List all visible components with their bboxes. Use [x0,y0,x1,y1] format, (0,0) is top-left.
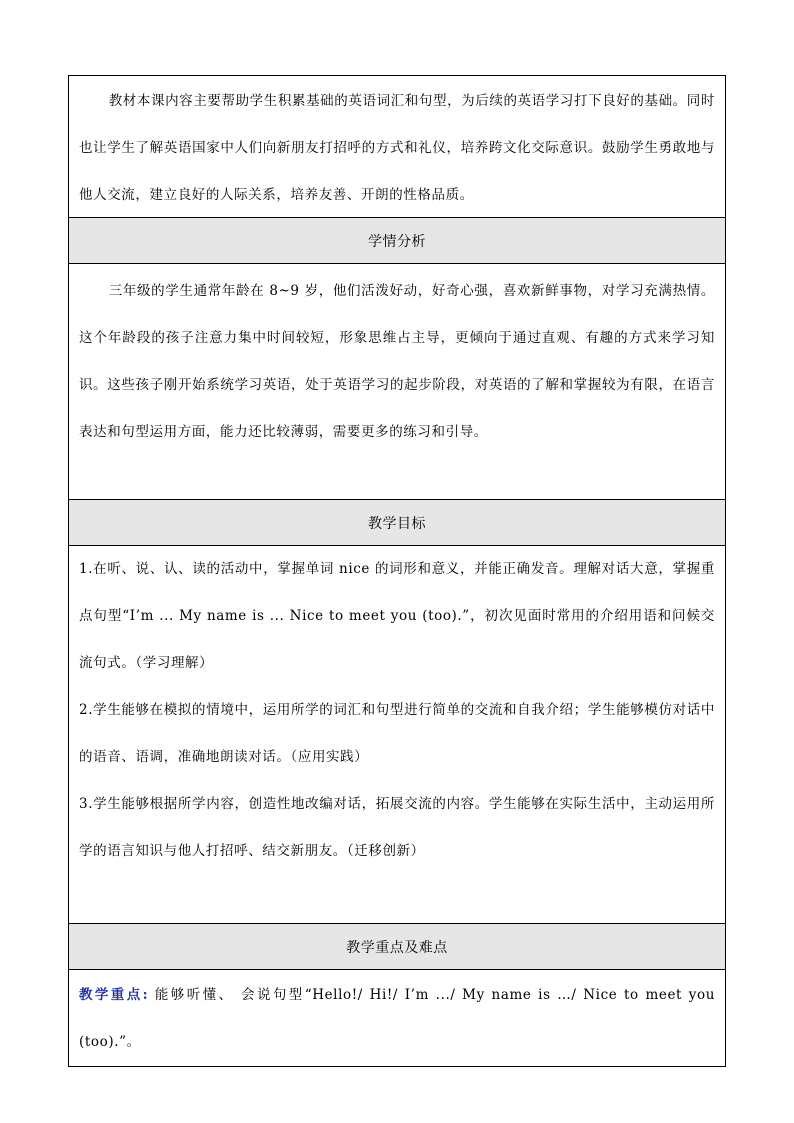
focus-section [69,970,725,1066]
analysis-section [69,264,725,500]
focus-label: 教学重点: [79,987,149,1003]
goals-section [69,546,725,924]
intro-paragraph: 教材本课内容主要帮助学生积累基础的英语词汇和句型，为后续的英语学习打下良好的基础。同时也让学生了解英语国家中人们向新朋友打招呼的方式和礼仪，培养跨文化交际意识。鼓励学生勇敢地与他人交流，建立良好的人际关系，培养友善、开朗的性格品质。 [79,93,715,203]
lesson-plan-table [68,75,726,1067]
goal-item-2: 2.学生能够在模拟的情境中，运用所学的词汇和句型进行简单的交流和自我介绍；学生能够模仿对话中的语音、语调，准确地朗读对话。（应用实践） [79,702,715,765]
focus-paragraph [79,972,715,1066]
goal-item-3: 3.学生能够根据所学内容，创造性地改编对话，拓展交流的内容。学生能够在实际生活中，主动运用所学的语言知识与他人打招呼、结交新朋友。（迁移创新） [79,796,715,859]
goals-heading: 教学目标 [69,500,725,546]
focus-heading: 教学重点及难点 [69,924,725,970]
intro-section [69,76,725,218]
focus-text: 能够听懂、 会说句型“Hello!/ Hi!/ I’m .../ My name is …/ Nice to meet you (too).”。 [79,987,716,1050]
analysis-heading: 学情分析 [69,218,725,264]
analysis-paragraph: 三年级的学生通常年龄在 8~9 岁，他们活泼好动，好奇心强，喜欢新鲜事物，对学习充满热情。这个年龄段的孩子注意力集中时间较短，形象思维占主导，更倾向于通过直观、有趣的方式来学习知识。这些孩子刚开始系统学习英语，处于英语学习的起步阶段，对英语的了解和掌握较为有限，在语言表达和句型运用方面，能力还比较薄弱，需要更多的练习和引导。 [79,283,715,440]
goal-item-1: 1.在听、说、认、读的活动中，掌握单词 nice 的词形和意义，并能正确发音。理解对话大意，掌握重点句型“I’m ... My name is ... Nice to meet you (too).”，初次见面时常用的介绍用语和问候交流句式。（学习理解） [79,561,715,671]
